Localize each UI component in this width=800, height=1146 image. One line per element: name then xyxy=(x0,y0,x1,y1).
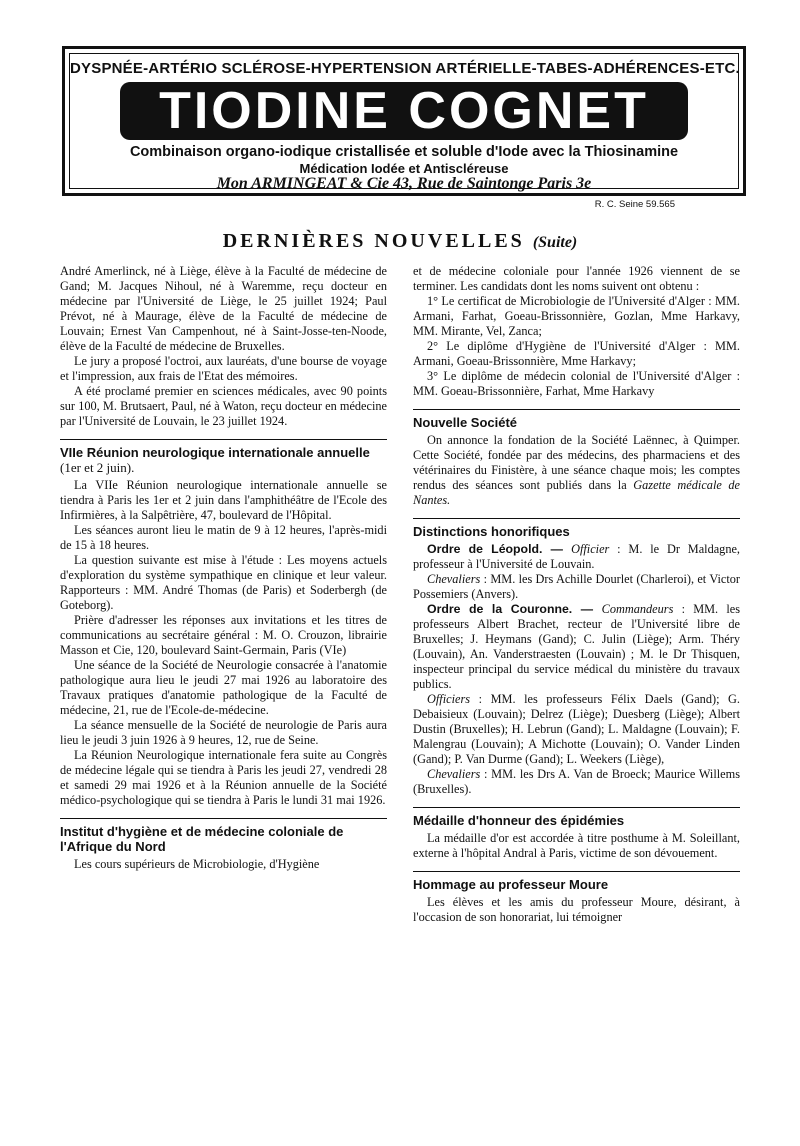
paragraph: A été proclamé premier en sciences médicales, avec 90 points sur 100, M. Brutsaert, Paul, né à Waton, reçu docteur en médecine par l'Université de Louvain, le 23 juillet 1924. xyxy=(60,384,387,428)
paragraph: Une séance de la Société de Neurologie consacrée à l'anatomie pathologique aura lieu le jeudi 27 mai 1926 au laboratoire des Travaux pratiques d'anatomie pathologique de la Faculté de médecine, 21, rue de l'Ecole-de-médecine. xyxy=(60,658,387,717)
paragraph xyxy=(413,433,740,508)
paragraph: Les séances auront lieu le matin de 9 à 12 heures, l'après-midi de 15 à 18 heures. xyxy=(60,523,387,552)
section-title-nouvelle-societe: Nouvelle Société xyxy=(413,409,740,430)
paragraph: Les cours supérieurs de Microbiologie, d'Hygiène xyxy=(74,857,320,871)
order-name: Ordre de Léopold. — xyxy=(427,542,572,556)
section-title-neurologique xyxy=(60,439,387,475)
heading-title: DERNIÈRES NOUVELLES xyxy=(222,230,525,252)
paragraph: La médaille d'or est accordée à titre posthume à M. Soleillant, externe à l'hôpital Andral à Paris, victime de son dévouement. xyxy=(413,831,740,860)
right-column xyxy=(413,264,740,925)
paragraph: 1° Le certificat de Microbiologie de l'Université d'Alger : MM. Armani, Farhat, Goeau-Brissonnière, Gozlan, Mme Harkavy, MM. Mirante, Vel, Zanca; xyxy=(413,294,740,338)
rank-label: Chevaliers xyxy=(427,767,481,781)
rank-label: Chevaliers xyxy=(427,572,481,586)
advertisement-inner-border xyxy=(69,53,740,192)
ad-brand-banner xyxy=(120,82,688,140)
paragraph-text: : MM. les Drs Achille Dourlet (Charleroi), et Victor Possemiers (Anvers). xyxy=(413,572,740,601)
paragraph: La Réunion Neurologique internationale fera suite au Congrès de médecine légale qui se tiendra à Paris les jeudi 27, vendredi 28 et samedi 29 mai 1926 et à la Réunion annuelle de la Société médico-psychologique qui se tiendra à Paris le lundi 31 mai 1926. xyxy=(60,748,387,807)
rank-label: Commandeurs xyxy=(601,602,674,616)
section-title-institut: Institut d'hygiène et de médecine coloniale de l'Afrique du Nord xyxy=(60,818,387,854)
paragraph: La VIIe Réunion neurologique internationale annuelle se tiendra à Paris les 1er et 2 juin dans l'amphithéâtre de l'Ecole des Infirmières, à la Salpêtrière, 47, boulevard de l'Hôpital. xyxy=(60,478,387,522)
paragraph: André Amerlinck, né à Liège, élève à la Faculté de médecine de Gand; M. Jacques Nihoul, né à Waremme, reçu docteur en médecine par l'Université de Liège, le 25 juillet 1924; Paul Prévot, né à Maurage, élève de la Faculté de médecine de Louvain; Ernest Van Campenhout, né à Saint-Josse-ten-Noode, élève de la Faculté de médecine de Bruxelles. xyxy=(60,264,387,353)
paragraph: La séance mensuelle de la Société de neurologie de Paris aura lieu le jeudi 3 juin 1926 à 9 heures, 12, rue de Seine. xyxy=(60,718,387,747)
paragraph-text: : MM. les professeurs Félix Daels (Gand); G. Debaisieux (Louvain); Delrez (Liège); Duesberg (Liège); Albert Dustin (Bruxelles); H. Lebrun (Gand); L. Maldagne (Louvain); F. Malengrau (Louvain); A Michotte (Louvain); O. Vander Linden (Gand); P. Van Durme (Gand); L. Weekers (Liège), xyxy=(413,692,740,766)
order-name: Ordre de la Couronne. — xyxy=(427,602,602,616)
paragraph xyxy=(413,767,740,797)
section-title-medaille: Médaille d'honneur des épidémies xyxy=(413,807,740,828)
section-title-distinctions: Distinctions honorifiques xyxy=(413,518,740,539)
paragraph-text: : MM. les Drs A. Van de Broeck; Maurice Willems (Bruxelles). xyxy=(413,767,740,796)
paragraph xyxy=(413,572,740,602)
ad-medication: Médication Iodée et Antiscléreuse xyxy=(299,161,509,176)
heading-suite: (Suite) xyxy=(532,234,578,251)
ad-address: Mon ARMINGEAT & Cie 43, Rue de Saintonge Paris 3e xyxy=(216,175,592,192)
paragraph-text: : M. le Dr Maldagne, professeur à l'Université de Louvain. xyxy=(413,542,741,571)
rank-label: Officiers xyxy=(427,692,471,706)
paragraph xyxy=(413,542,740,572)
section-title-text: VIIe Réunion neurologique internationale annuelle xyxy=(60,445,370,460)
journal-name: Gazette médicale de Nantes. xyxy=(413,478,741,507)
paragraph: Le jury a proposé l'octroi, aux lauréats, d'une bourse de voyage et l'impression, aux frais de l'Etat des mémoires. xyxy=(60,354,387,383)
advertisement-box xyxy=(62,46,746,196)
paragraph-text: On annonce la fondation de la Société Laënnec, à Quimper. Cette Société, fondée par des médecins, des pharmaciens et des vétérinaires du Finistère, à une séance chaque mois; les comptes rendus des séances sont publiés dans la xyxy=(413,433,740,492)
paragraph xyxy=(413,692,740,767)
paragraph: et de médecine coloniale pour l'année 1926 viennent de se terminer. Les candidats dont les noms suivent ont obtenu : xyxy=(413,264,740,293)
rank-label: Officier xyxy=(571,542,610,556)
paragraph: 3° Le diplôme de médecin colonial de l'Université d'Alger : MM. Goeau-Brissonnière, Farhat, Mme Harkavy xyxy=(413,369,740,398)
paragraph-text: : MM. les professeurs Albert Brachet, recteur de l'Université libre de Bruxelles; J. Heymans (Gand); C. Julin (Liège); Arm. Théry (Louvain), An. Vanderstraesten (Louvain) ; M. le Dr Thisquen, inspecteur principal du service médical du ministère du travaux publics. xyxy=(413,602,740,691)
paragraph xyxy=(413,602,740,692)
ad-registration: R. C. Seine 59.565 xyxy=(594,199,675,210)
ad-description: Combinaison organo-iodique cristallisée et soluble d'Iode avec la Thiosinamine xyxy=(129,144,679,160)
page-title xyxy=(0,230,800,253)
section-title-hommage: Hommage au professeur Moure xyxy=(413,871,740,892)
section-dates: (1er et 2 juin). xyxy=(60,460,135,475)
left-column xyxy=(60,264,387,872)
ad-brand-name: TIODINE COGNET xyxy=(159,82,649,140)
ad-indications: DYSPNÉE-ARTÉRIO SCLÉROSE-HYPERTENSION ARTÉRIELLE-TABES-ADHÉRENCES-ETC. xyxy=(70,60,740,77)
paragraph: Les élèves et les amis du professeur Moure, désirant, à l'occasion de son honorariat, lui témoigner xyxy=(413,895,740,924)
paragraph: Prière d'adresser les réponses aux invitations et les titres de communications au secrétaire général : M. O. Crouzon, librairie Masson et Cie, 120, boulevard Saint-Germain, Paris (VIe) xyxy=(60,613,387,657)
paragraph: 2° Le diplôme d'Hygiène de l'Université d'Alger : MM. Armani, Goeau-Brissonnière, Mme Harkavy; xyxy=(413,339,740,368)
paragraph: La question suivante est mise à l'étude : Les moyens actuels d'exploration du système sympathique en clinique et leur valeur. Rapporteurs : MM. André Thomas (de Paris) et Soderbergh (de Goteborg). xyxy=(60,553,387,612)
